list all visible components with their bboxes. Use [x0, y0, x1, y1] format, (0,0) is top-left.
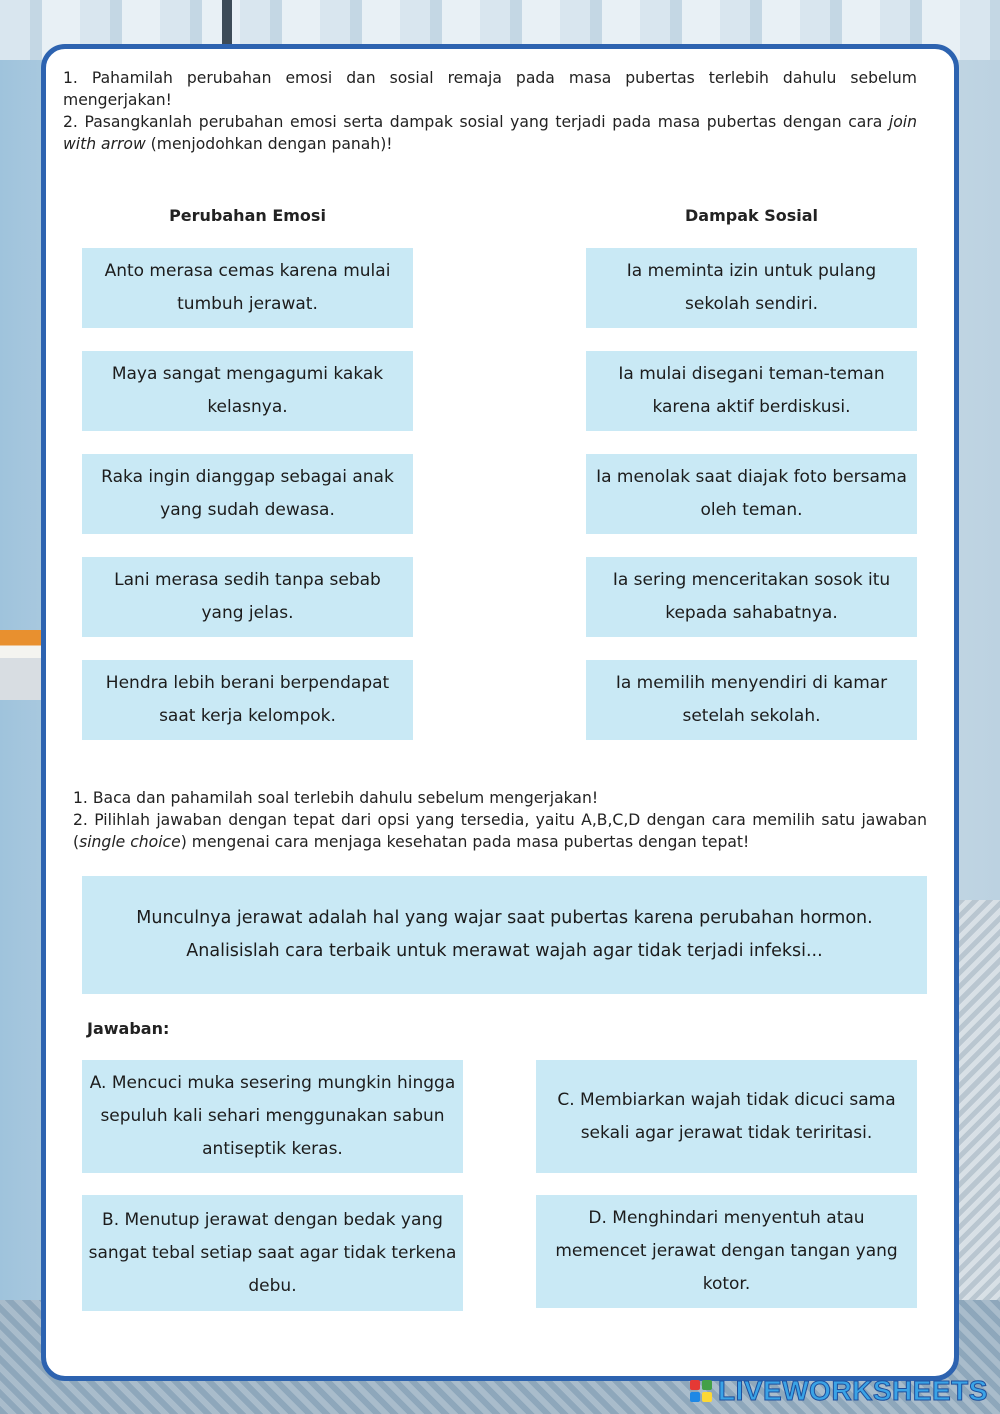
left-match-item[interactable]: Lani merasa sedih tanpa sebab yang jelas.: [82, 557, 413, 637]
option-a[interactable]: A. Mencuci muka sesering mungkin hingga sepuluh kali sehari menggunakan sabun antiseptik keras.: [82, 1060, 463, 1173]
right-match-item[interactable]: Ia mulai disegani teman-teman karena aktif berdiskusi.: [586, 351, 917, 431]
left-match-item[interactable]: Hendra lebih berani berpendapat saat kerja kelompok.: [82, 660, 413, 740]
right-match-item[interactable]: Ia memilih menyendiri di kamar setelah sekolah.: [586, 660, 917, 740]
instruction-2-italic: join with arrow: [63, 113, 917, 153]
logo-mark-icon: [690, 1380, 712, 1402]
liveworksheets-logo: [690, 1374, 988, 1408]
instruction-4-text: 2. Pilihlah jawaban dengan tepat dari opsi yang tersedia, yaitu A,B,C,D dengan cara memilih satu jawaban (: [73, 811, 927, 851]
instruction-1: 1. Pahamilah perubahan emosi dan sosial remaja pada masa pubertas terlebih dahulu sebelum mengerjakan!: [63, 69, 917, 109]
instruction-2-tail: (menjodohkan dengan panah)!: [145, 135, 393, 153]
left-match-item[interactable]: Maya sangat mengagumi kakak kelasnya.: [82, 351, 413, 431]
instruction-4-italic: single choice: [79, 833, 181, 851]
choice-instructions: [73, 787, 927, 853]
right-match-item[interactable]: Ia meminta izin untuk pulang sekolah sendiri.: [586, 248, 917, 328]
right-column-header: Dampak Sosial: [684, 206, 818, 225]
instruction-4: [73, 809, 927, 853]
right-match-item[interactable]: Ia menolak saat diajak foto bersama oleh teman.: [586, 454, 917, 534]
instruction-2-text: 2. Pasangkanlah perubahan emosi serta dampak sosial yang terjadi pada masa pubertas dengan cara: [63, 113, 889, 131]
question-box: Munculnya jerawat adalah hal yang wajar saat pubertas karena perubahan hormon. Analisislah cara terbaik untuk merawat wajah agar tidak terjadi infeksi...: [82, 876, 927, 994]
option-d[interactable]: D. Menghindari menyentuh atau memencet jerawat dengan tangan yang kotor.: [536, 1195, 917, 1308]
option-c[interactable]: C. Membiarkan wajah tidak dicuci sama sekali agar jerawat tidak teriritasi.: [536, 1060, 917, 1173]
answer-label: Jawaban:: [87, 1019, 170, 1038]
matching-instructions: [63, 67, 917, 155]
left-column-header: Perubahan Emosi: [169, 206, 326, 225]
logo-text: LIVEWORKSHEETS: [718, 1375, 988, 1406]
right-match-item[interactable]: Ia sering menceritakan sosok itu kepada sahabatnya.: [586, 557, 917, 637]
background-books: [0, 630, 44, 700]
left-match-item[interactable]: Raka ingin dianggap sebagai anak yang sudah dewasa.: [82, 454, 413, 534]
instruction-3: 1. Baca dan pahamilah soal terlebih dahulu sebelum mengerjakan!: [73, 789, 599, 807]
option-b[interactable]: B. Menutup jerawat dengan bedak yang sangat tebal setiap saat agar tidak terkena debu.: [82, 1195, 463, 1311]
background-blanket: [958, 900, 1000, 1320]
instruction-4-tail: ) mengenai cara menjaga kesehatan pada masa pubertas dengan tepat!: [180, 833, 750, 851]
left-match-item[interactable]: Anto merasa cemas karena mulai tumbuh jerawat.: [82, 248, 413, 328]
instruction-2: [63, 111, 917, 155]
worksheet-card: [41, 44, 959, 1381]
